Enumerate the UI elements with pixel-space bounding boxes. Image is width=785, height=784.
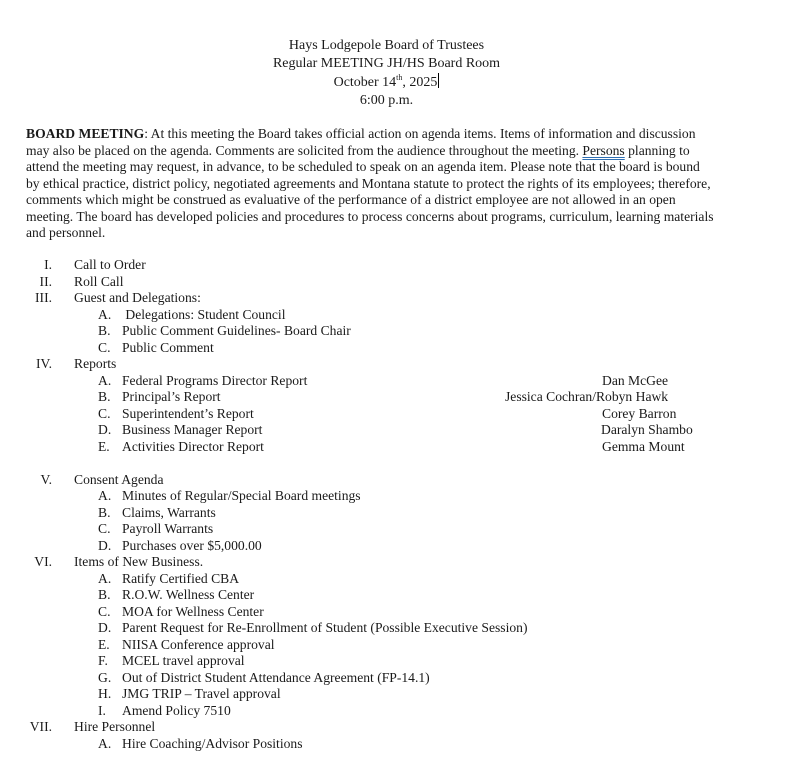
- agenda-item: [0, 521, 785, 538]
- section-title: Roll Call: [74, 273, 124, 289]
- grammar-flagged-word[interactable]: Persons: [582, 142, 625, 158]
- item-presenter: Jessica Cochran/Robyn Hawk: [505, 389, 669, 404]
- notice-line: meeting. The board has developed policies and procedures to process concerns about programs, curriculum, learning materials: [26, 208, 714, 224]
- section-numeral: II.: [39, 273, 52, 289]
- item-text: NIISA Conference approval: [122, 636, 275, 652]
- section-numeral: V.: [40, 471, 52, 487]
- item-letter: E.: [98, 438, 110, 454]
- item-letter: B.: [98, 323, 111, 338]
- section-numeral: I.: [44, 257, 52, 272]
- notice-line: [26, 143, 766, 160]
- agenda-item: [0, 604, 785, 621]
- item-letter: C.: [98, 339, 111, 355]
- agenda-item: [0, 323, 785, 340]
- section-title: Call to Order: [74, 257, 146, 272]
- agenda-section: [0, 356, 785, 373]
- item-letter: A.: [98, 306, 112, 322]
- item-letter: D.: [98, 620, 112, 635]
- notice-line: attend the meeting may request, in advance, to be scheduled to speak on an agenda item. Please note that the board is bound: [26, 159, 700, 174]
- item-text: Public Comment Guidelines- Board Chair: [122, 323, 351, 338]
- item-letter: F.: [98, 653, 108, 668]
- agenda-section: [0, 554, 785, 571]
- item-presenter: Gemma Mount: [602, 438, 685, 454]
- agenda-section: [0, 472, 785, 489]
- agenda-item: [0, 488, 785, 505]
- section-numeral: VI.: [34, 554, 52, 569]
- agenda-item: [0, 307, 785, 324]
- notice-text: planning to: [624, 142, 690, 158]
- item-text: Business Manager Report: [122, 422, 263, 437]
- item-letter: I.: [98, 702, 106, 718]
- item-letter: A.: [98, 570, 112, 586]
- item-letter: B.: [98, 587, 111, 602]
- section-title: Hire Personnel: [74, 719, 156, 734]
- agenda-section: [0, 719, 785, 736]
- agenda-item: [0, 587, 785, 604]
- item-letter: A.: [98, 488, 112, 503]
- section-numeral: VII.: [29, 719, 52, 734]
- date-ordinal: th: [396, 73, 403, 82]
- section-title: Items of New Business.: [74, 554, 204, 569]
- item-letter: D.: [98, 422, 112, 437]
- item-letter: A.: [98, 735, 112, 751]
- agenda-item: [0, 373, 785, 390]
- item-letter: C.: [98, 521, 111, 536]
- agenda-item: [0, 538, 785, 555]
- notice-text: : At this meeting the Board takes official action on agenda items. Items of information and discussion: [144, 126, 696, 141]
- item-presenter: Corey Barron: [602, 405, 677, 421]
- notice-lead: BOARD MEETING: [26, 126, 145, 141]
- date-year: , 2025: [402, 75, 438, 90]
- org-title: Hays Lodgepole Board of Trustees: [288, 38, 485, 53]
- agenda-item: [0, 703, 785, 720]
- board-meeting-notice: [26, 126, 766, 242]
- meeting-date: [0, 73, 773, 92]
- agenda-item: [0, 340, 785, 357]
- section-numeral: IV.: [36, 356, 52, 371]
- item-text: MCEL travel approval: [122, 653, 245, 668]
- item-text: JMG TRIP – Travel approval: [122, 686, 281, 701]
- agenda-item: [0, 620, 785, 637]
- item-letter: B.: [98, 504, 111, 520]
- document-header: [0, 37, 773, 110]
- agenda-section: [0, 290, 785, 307]
- meeting-title: Regular MEETING JH/HS Board Room: [272, 56, 501, 71]
- agenda-item: [0, 653, 785, 670]
- item-text: Claims, Warrants: [122, 504, 216, 520]
- item-letter: C.: [98, 405, 111, 421]
- notice-line: comments which might be construed as evaluative of the performance of a district employee are not allowed in an open: [26, 192, 676, 207]
- item-text: Out of District Student Attendance Agreement (FP-14.1): [122, 669, 430, 685]
- item-text: Public Comment: [122, 339, 214, 355]
- item-text: Parent Request for Re-Enrollment of Student (Possible Executive Session): [122, 620, 528, 635]
- item-text: Hire Coaching/Advisor Positions: [122, 735, 303, 751]
- agenda-section: [0, 257, 785, 274]
- item-letter: G.: [98, 669, 112, 685]
- meeting-time: 6:00 p.m.: [359, 93, 414, 108]
- agenda-item: [0, 422, 785, 439]
- agenda-list: [0, 257, 785, 752]
- agenda-item: [0, 637, 785, 654]
- item-text: MOA for Wellness Center: [122, 603, 264, 619]
- item-text: Superintendent’s Report: [122, 405, 254, 421]
- item-letter: B.: [98, 389, 111, 404]
- item-text: Delegations: Student Council: [122, 306, 286, 322]
- item-letter: E.: [98, 636, 110, 652]
- item-text: Federal Programs Director Report: [122, 372, 308, 388]
- agenda-item: [0, 736, 785, 753]
- agenda-item: [0, 686, 785, 703]
- section-title: Consent Agenda: [74, 471, 164, 487]
- item-letter: C.: [98, 603, 111, 619]
- item-presenter: Daralyn Shambo: [601, 422, 693, 437]
- agenda-section: [0, 274, 785, 291]
- item-text: Ratify Certified CBA: [122, 570, 240, 586]
- notice-text: may also be placed on the agenda. Comments are solicited from the audience throughout the meeting.: [26, 142, 583, 158]
- item-text: Minutes of Regular/Special Board meetings: [122, 488, 361, 503]
- agenda-item: [0, 439, 785, 456]
- section-title: Reports: [74, 356, 117, 371]
- item-presenter: Dan McGee: [602, 372, 669, 388]
- item-text: Payroll Warrants: [122, 521, 214, 536]
- date-prefix: October 14: [333, 75, 397, 90]
- item-text: R.O.W. Wellness Center: [122, 587, 255, 602]
- item-text: Principal’s Report: [122, 389, 221, 404]
- notice-line: [26, 126, 766, 143]
- item-text: Activities Director Report: [122, 438, 264, 454]
- item-letter: D.: [98, 537, 112, 553]
- notice-line: and personnel.: [26, 225, 106, 240]
- item-letter: A.: [98, 372, 112, 388]
- agenda-item: [0, 389, 785, 406]
- section-numeral: III.: [35, 290, 52, 305]
- agenda-item: [0, 670, 785, 687]
- item-text: Purchases over $5,000.00: [122, 537, 262, 553]
- text-cursor[interactable]: [438, 73, 439, 88]
- blank-line: [0, 455, 785, 472]
- item-letter: H.: [98, 686, 112, 701]
- agenda-item: [0, 505, 785, 522]
- item-text: Amend Policy 7510: [122, 702, 231, 718]
- notice-line: by ethical practice, district policy, negotiated agreements and Montana statute to protect the rights of its employees; therefore,: [26, 175, 711, 191]
- agenda-item: [0, 406, 785, 423]
- agenda-item: [0, 571, 785, 588]
- section-title: Guest and Delegations:: [74, 290, 201, 305]
